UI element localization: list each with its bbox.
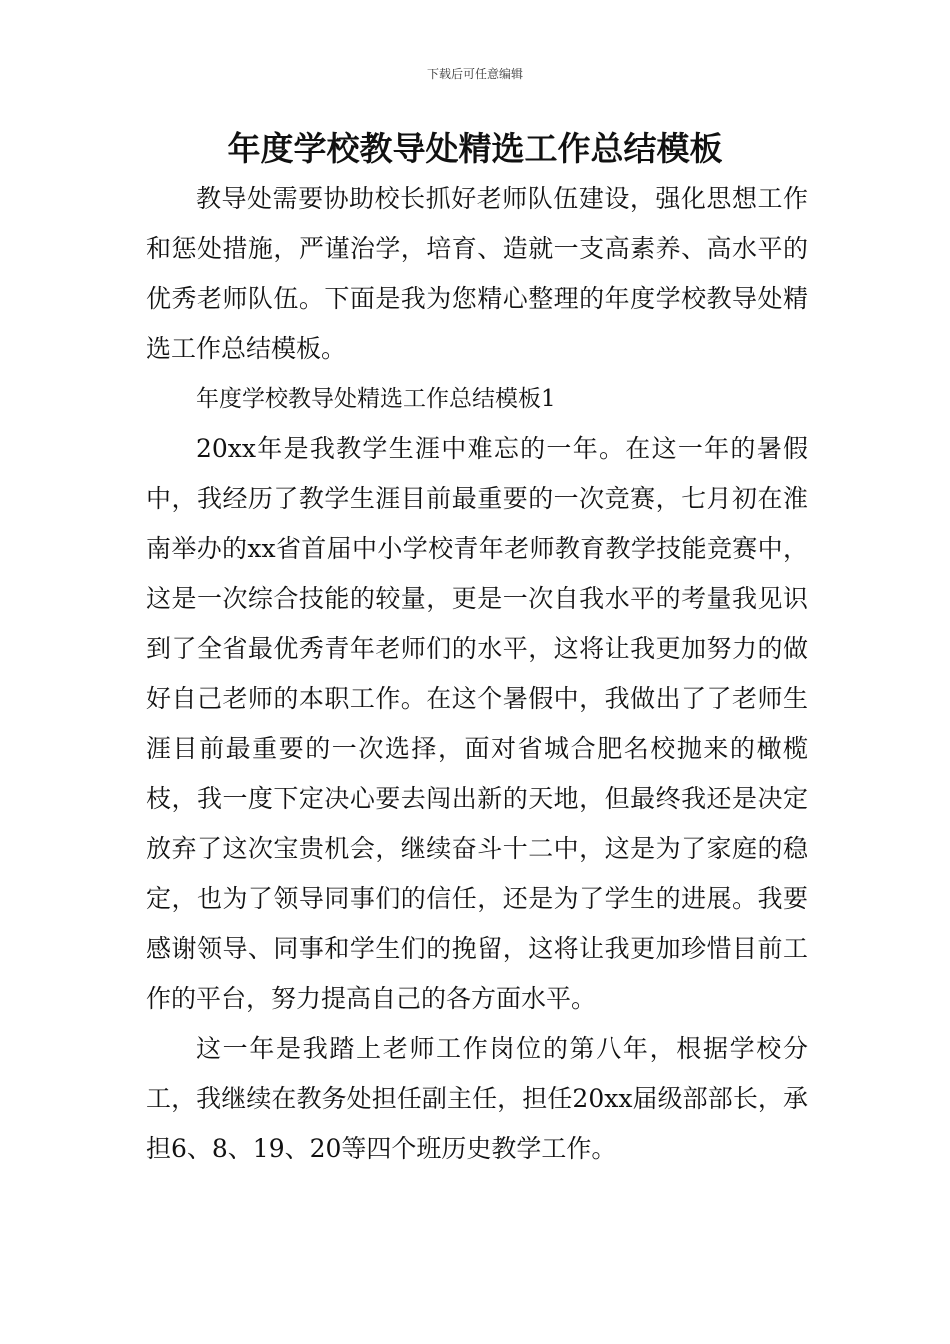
document-title: 年度学校教导处精选工作总结模板 — [227, 129, 723, 168]
document-body — [146, 174, 808, 1174]
header-note: 下载后可任意编辑 — [426, 67, 523, 81]
intro-paragraph: 教导处需要协助校长抓好老师队伍建设，强化思想工作和惩处措施，严谨治学，培育、造就一支高素养、高水平的优秀老师队伍。下面是我为您精心整理的年度学校教导处精选工作总结模板。 — [146, 184, 808, 363]
section-heading: 年度学校教导处精选工作总结模板1 — [196, 386, 556, 412]
body-paragraph: 这一年是我踏上老师工作岗位的第八年，根据学校分工，我继续在教务处担任副主任，担任20xx届级部部长，承担6、8、19、20等四个班历史教学工作。 — [146, 1034, 808, 1163]
body-paragraph: 20xx年是我教学生涯中难忘的一年。在这一年的暑假中，我经历了教学生涯目前最重要的一次竞赛，七月初在淮南举办的xx省首届中小学校青年老师教育教学技能竞赛中，这是一次综合技能的较量，更是一次自我水平的考量我见识到了全省最优秀青年老师们的水平，这将让我更加努力的做好自己老师的本职工作。在这个暑假中，我做出了了老师生涯目前最重要的一次选择，面对省城合肥名校抛来的橄榄枝，我一度下定决心要去闯出新的天地，但最终我还是决定放弃了这次宝贵机会，继续奋斗十二中，这是为了家庭的稳定，也为了领导同事们的信任，还是为了学生的进展。我要感谢领导、同事和学生们的挽留，这将让我更加珍惜目前工作的平台，努力提高自己的各方面水平。 — [146, 434, 808, 1013]
